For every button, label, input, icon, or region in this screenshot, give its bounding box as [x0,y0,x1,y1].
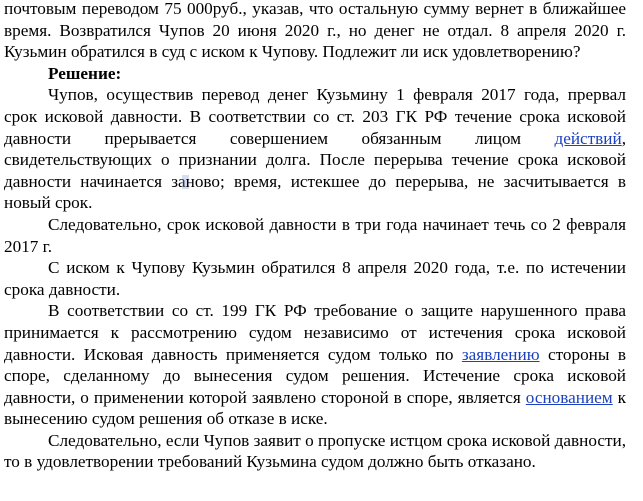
link-actions[interactable]: действий [554,128,622,148]
solution-paragraph-3: С иском к Чупову Кузьмин обратился 8 апреля 2020 года, т.е. по истечении срока давности. [4,258,626,299]
solution-paragraph-2: Следовательно, срок исковой давности в три года начинает течь со 2 февраля 2017 г. [4,214,626,256]
document-page [4,0,626,473]
task-text: почтовым переводом 75 000руб., указав, что остальную сумму вернет в ближайшее время. Возвратился Чупов 20 июня 2020 г., но денег не отдал. 8 апреля 2020 г. Кузьмин обратился в суд с иском к Чупову. Подлежит ли иск удовлетворению? [4,0,626,62]
solution-paragraph-5: Следовательно, если Чупов заявит о пропуске истцом срока исковой давности, то в удовлетворении требований Кузьмина судом должно быть отказано. [4,430,626,472]
link-grounds[interactable]: основанием [525,387,613,407]
paragraph-text: стороны в споре, сделанному до вынесения судом решения. Истечение срока исковой давности, о применении которой заявлено стороной в споре, является [4,344,626,407]
paragraph-text: ново; время, истекшее до перерыва, не засчитывается в новый срок. [4,171,626,213]
link-statement[interactable]: заявлению [461,344,540,364]
paragraph-text: к вынесению судом решения об отказе в иске. [4,387,626,429]
solution-paragraph-4 [4,300,626,430]
solution-heading: Решение: [48,63,122,83]
paragraph-text: Чупов, осуществив перевод денег Кузьмину 1 февраля 2017 года, прервал срок исковой давности. В соответствии со ст. 203 ГК РФ течение срока исковой давности прерывается совершением обязанным лицом [4,85,626,148]
paragraph-text: , свидетельствующих о признании долга. После перерыва течение срока исковой давности начинается за [4,128,626,191]
solution-paragraph-1 [4,84,626,214]
paragraph-text: В соответствии со ст. 199 ГК РФ требование о защите нарушенного права принимается к рассмотрению судом независимо от истечения срока исковой давности. Исковая давность применяется судом только по [4,301,626,364]
